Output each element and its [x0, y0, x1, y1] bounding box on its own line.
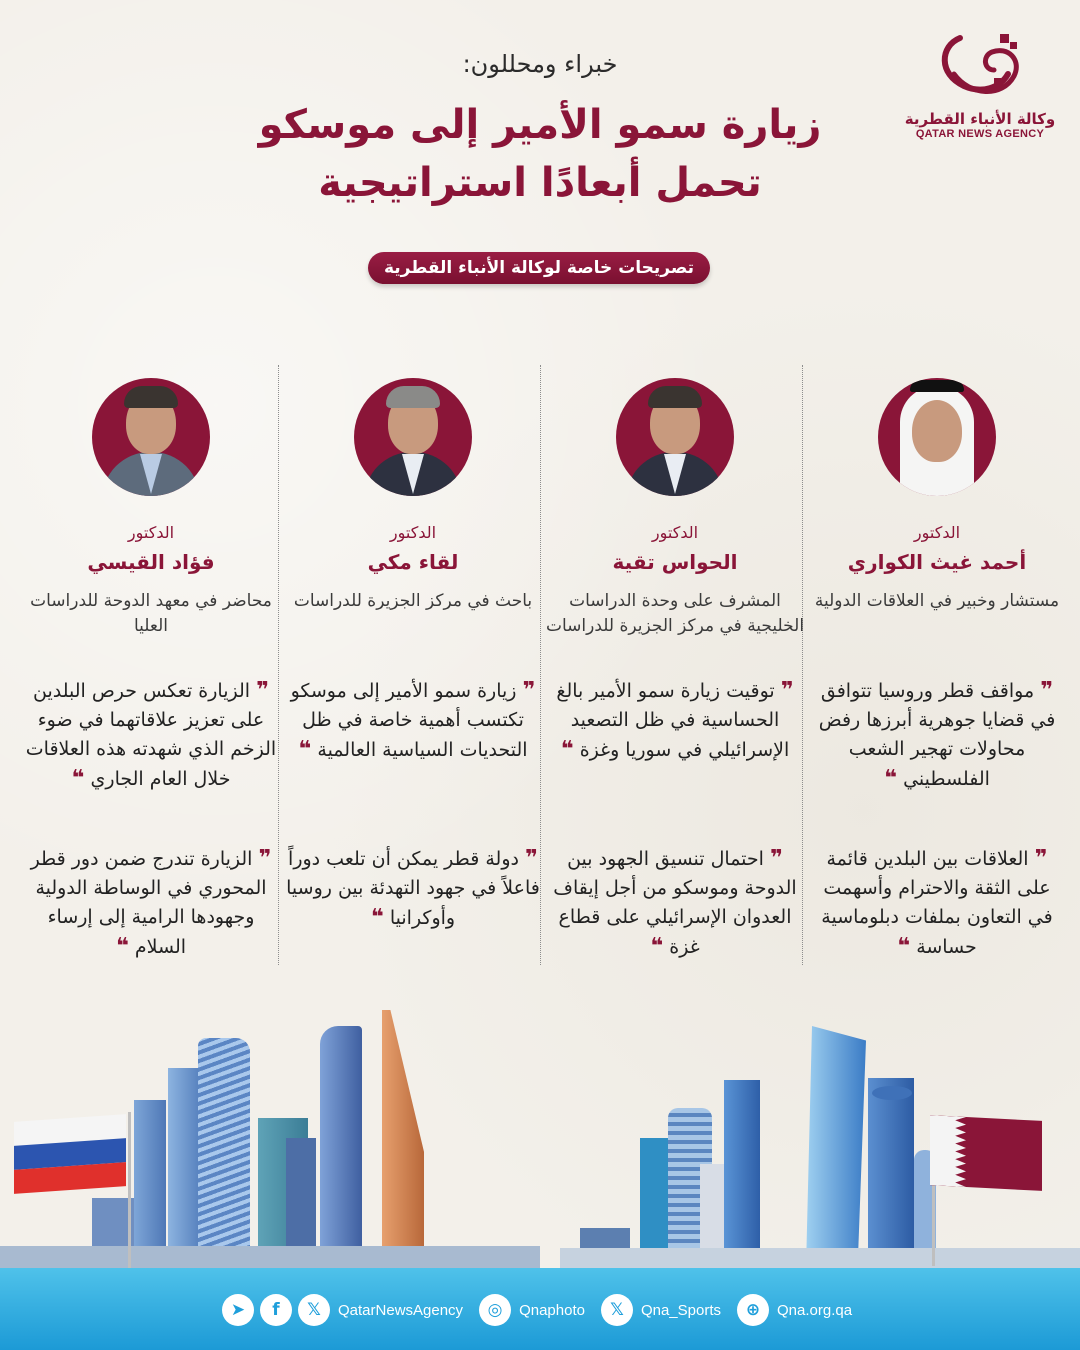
expert-quote [282, 844, 544, 933]
expert-portrait [354, 378, 472, 496]
expert-affiliation: باحث في مركز الجزيرة للدراسات [293, 591, 533, 611]
social-handle-qatarnewsagency[interactable]: QatarNewsAgency [338, 1301, 464, 1319]
expert-title: الدكتور [389, 523, 437, 542]
instagram-icon[interactable]: ◎ [479, 1294, 511, 1326]
quote-text: توقيت زيارة سمو الأمير بالغ الحساسية في ظل التصعيد الإسرائيلي في سوريا وغزة [556, 680, 790, 761]
expert-affiliation: المشرف على وحدة الدراسات الخليجية في مركز الجزيرة للدراسات [545, 591, 805, 636]
expert-title: الدكتور [127, 523, 175, 542]
expert-affiliation: مستشار وخبير في العلاقات الدولية [814, 591, 1060, 611]
expert-title: الدكتور [651, 523, 699, 542]
open-quote-icon: ❞ [525, 846, 538, 871]
header-kicker: خبراء ومحللون: [462, 50, 618, 78]
expert-name: الحواس تقية [612, 550, 738, 574]
logo-text-ar: وكالة الأنباء القطرية [904, 110, 1056, 128]
website-link[interactable]: Qna.org.qa [777, 1301, 853, 1319]
open-quote-icon: ❞ [780, 678, 794, 703]
expert-quote [20, 844, 282, 962]
open-quote-icon: ❞ [256, 678, 270, 703]
quote-text: دولة قطر يمكن أن تلعب دوراً فاعلاً في جهود التهدئة بين روسيا وأوكرانيا [286, 848, 540, 929]
expert-name: فؤاد القيسي [87, 550, 215, 574]
expert-quote [544, 676, 806, 765]
telegram-icon[interactable]: ➤ [222, 1294, 254, 1326]
expert-quote [282, 676, 544, 765]
qatar-flag [930, 1115, 1042, 1191]
expert-card [282, 320, 544, 970]
expert-card [806, 320, 1068, 970]
open-quote-icon: ❞ [1034, 846, 1048, 871]
expert-quote [806, 676, 1068, 794]
facebook-icon[interactable]: f [260, 1294, 292, 1326]
close-quote-icon: ❝ [298, 737, 312, 762]
expert-name: لقاء مكي [367, 550, 459, 574]
open-quote-icon: ❞ [769, 846, 783, 871]
quote-text: مواقف قطر وروسيا تتوافق في قضايا جوهرية أبرزها رفض محاولات تهجير الشعب الفلسطيني [818, 680, 1056, 790]
x-icon[interactable]: 𝕏 [298, 1294, 330, 1326]
expert-title: الدكتور [913, 523, 961, 542]
open-quote-icon: ❞ [1040, 678, 1054, 703]
expert-affiliation: محاضر في معهد الدوحة للدراسات العليا [30, 591, 272, 636]
quote-text: الزيارة تعكس حرص البلدين على تعزيز علاقاتهما في ضوء الزخم الذي شهدته هذه العلاقات خلال العام الجاري [25, 680, 277, 790]
logo-text-en: QATAR NEWS AGENCY [915, 128, 1045, 140]
exclusive-statements-badge: تصريحات خاصة لوكالة الأنباء القطرية [368, 252, 710, 284]
social-links [222, 1292, 862, 1328]
expert-portrait [878, 378, 996, 496]
quote-text: الزيارة تندرج ضمن دور قطر المحوري في الوساطة الدولية وجهودها الرامية إلى إرساء السلام [30, 848, 267, 958]
globe-icon[interactable]: ⊕ [737, 1294, 769, 1326]
headline-line-1: زيارة سمو الأمير إلى موسكو [258, 102, 822, 148]
social-handle-qna-sports[interactable]: Qna_Sports [640, 1301, 721, 1319]
russia-flag [14, 1114, 126, 1194]
quote-text: العلاقات بين البلدين قائمة على الثقة والاحترام وأسهمت في التعاون بملفات دبلوماسية حساسة [821, 848, 1053, 958]
quote-text: احتمال تنسيق الجهود بين الدوحة وموسكو من أجل إيقاف العدوان الإسرائيلي على قطاع غزة [553, 848, 797, 958]
x-icon[interactable]: 𝕏 [601, 1294, 633, 1326]
expert-card [544, 320, 806, 970]
close-quote-icon: ❝ [650, 934, 664, 959]
flag-pole [128, 1112, 131, 1272]
close-quote-icon: ❝ [370, 905, 384, 930]
close-quote-icon: ❝ [897, 934, 911, 959]
social-handle-qnaphoto[interactable]: Qnaphoto [519, 1301, 585, 1319]
expert-portrait [92, 378, 210, 496]
expert-quote [806, 844, 1068, 962]
expert-quote [20, 676, 282, 794]
open-quote-icon: ❞ [258, 846, 272, 871]
quote-text: زيارة سمو الأمير إلى موسكو تكتسب أهمية خاصة في ظل التحديات السياسية العالمية [290, 680, 528, 761]
close-quote-icon: ❝ [71, 766, 85, 791]
close-quote-icon: ❝ [560, 737, 574, 762]
headline-line-2: تحمل أبعادًا استراتيجية [318, 160, 762, 206]
close-quote-icon: ❝ [115, 934, 129, 959]
close-quote-icon: ❝ [884, 766, 898, 791]
open-quote-icon: ❞ [522, 678, 536, 703]
expert-quote [544, 844, 806, 962]
expert-portrait [616, 378, 734, 496]
expert-name: أحمد غيث الكواري [847, 550, 1027, 574]
expert-card [20, 320, 282, 970]
